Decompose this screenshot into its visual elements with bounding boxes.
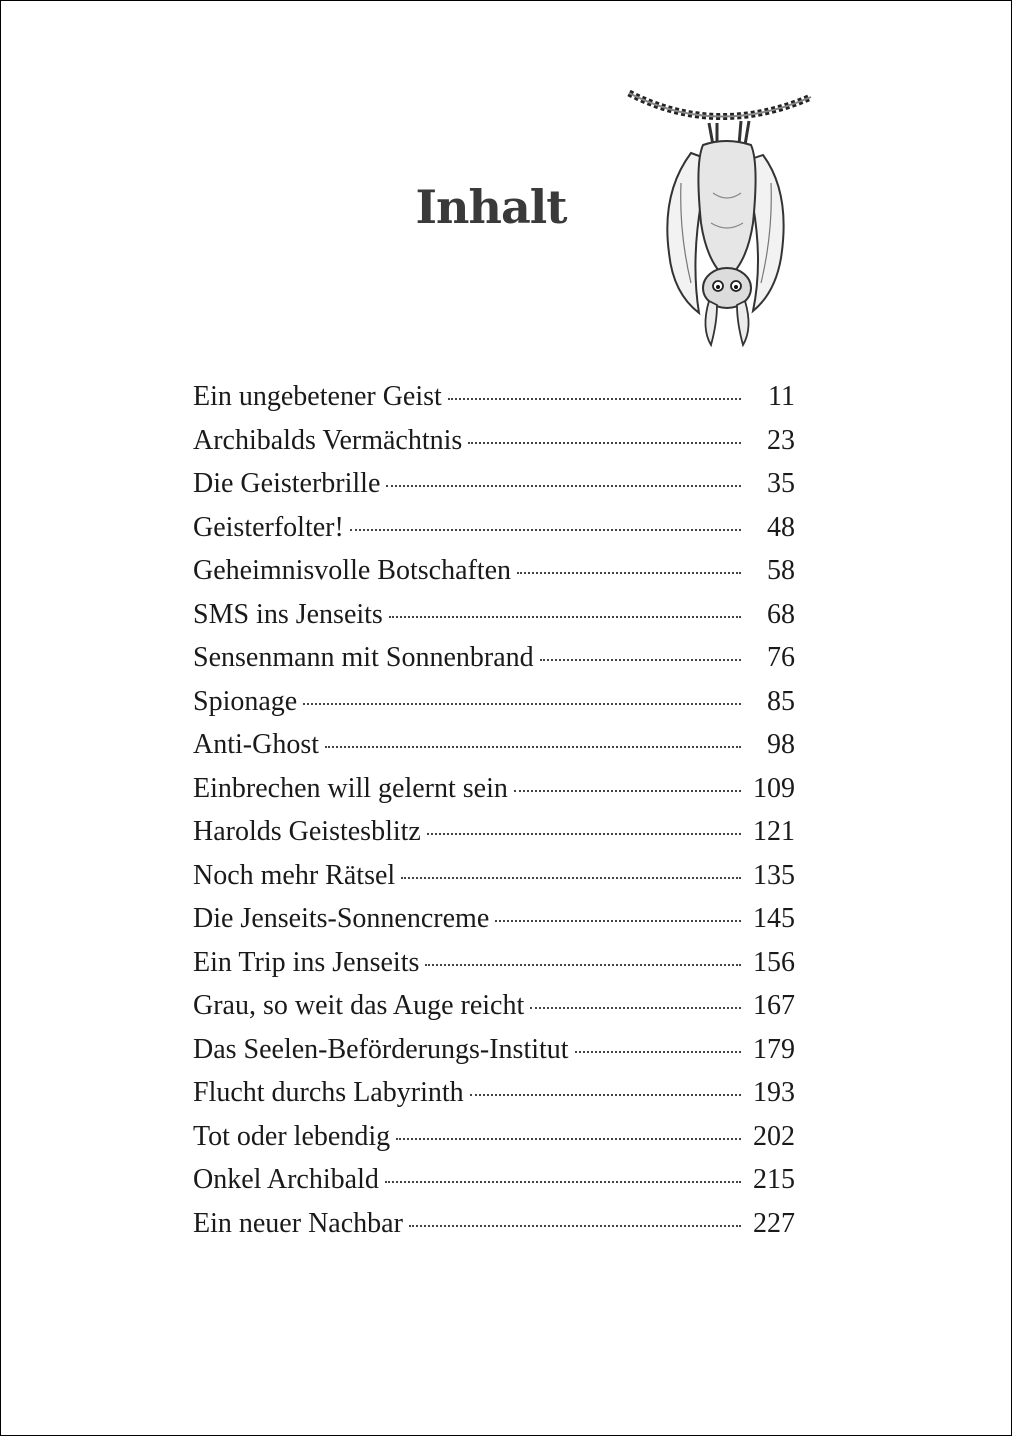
- toc-entry-title: Das Seelen-Beförderungs-Institut: [193, 1033, 569, 1065]
- dot-leader: [575, 1051, 741, 1053]
- toc-entry-title: Flucht durchs Labyrinth: [193, 1077, 464, 1108]
- dot-leader: [350, 529, 741, 531]
- toc-entry-page: 76: [767, 642, 795, 673]
- dot-leader: [517, 572, 741, 574]
- toc-entry-title: Noch mehr Rätsel: [193, 859, 396, 891]
- dot-leader: [325, 746, 741, 748]
- toc-entry-page: 35: [767, 468, 795, 499]
- toc-entry-title: Onkel Archibald: [193, 1164, 379, 1195]
- toc-entry-page: 215: [753, 1164, 795, 1195]
- toc-entry-page: 156: [753, 946, 795, 978]
- toc-entry: [193, 512, 795, 556]
- toc-entry: [193, 555, 795, 599]
- toc-entry-title: Die Geisterbrille: [193, 468, 381, 499]
- toc-entry: [193, 1034, 795, 1078]
- toc-entry-page: 109: [753, 772, 795, 804]
- dot-leader: [427, 833, 741, 835]
- toc-entry-page: 58: [767, 555, 795, 586]
- toc-entry-page: 179: [753, 1033, 795, 1065]
- toc-entry-title: Die Jenseits-Sonnencreme: [193, 903, 490, 934]
- dot-leader: [401, 877, 741, 879]
- toc-entry-page: 145: [753, 903, 795, 934]
- dot-leader: [386, 485, 741, 487]
- toc-entry: [193, 1208, 795, 1252]
- dot-leader: [385, 1181, 741, 1183]
- toc-entry-title: Anti-Ghost: [193, 729, 319, 760]
- dot-leader: [389, 616, 741, 618]
- dot-leader: [448, 398, 741, 400]
- page-title: Inhalt: [415, 179, 567, 234]
- bat-illustration: [621, 83, 831, 363]
- toc-entry: [193, 903, 795, 947]
- toc-entry: [193, 642, 795, 686]
- toc-entry-page: 227: [753, 1207, 795, 1239]
- toc-entry: [193, 1077, 795, 1121]
- toc-entry: [193, 860, 795, 904]
- dot-leader: [514, 790, 741, 792]
- toc-entry: [193, 599, 795, 643]
- toc-entry-title: Archibalds Vermächtnis: [193, 424, 463, 456]
- dot-leader: [303, 703, 741, 705]
- toc-entry-page: 167: [753, 990, 795, 1021]
- toc-entry-title: Ein neuer Nachbar: [193, 1207, 403, 1239]
- toc-entry-title: Ein Trip ins Jenseits: [193, 946, 420, 978]
- table-of-contents: [193, 381, 795, 1251]
- toc-entry-title: Einbrechen will gelernt sein: [193, 772, 508, 804]
- toc-entry: [193, 947, 795, 991]
- dot-leader: [425, 964, 741, 966]
- toc-entry-page: 193: [753, 1077, 795, 1108]
- toc-entry: [193, 468, 795, 512]
- dot-leader: [409, 1225, 741, 1227]
- toc-entry: [193, 381, 795, 425]
- toc-entry: [193, 425, 795, 469]
- toc-entry-title: Geisterfolter!: [193, 511, 344, 543]
- toc-entry-title: Ein ungebetener Geist: [193, 381, 442, 412]
- dot-leader: [540, 659, 741, 661]
- toc-entry-page: 11: [768, 381, 795, 412]
- toc-entry-page: 202: [753, 1120, 795, 1152]
- dot-leader: [470, 1094, 741, 1096]
- toc-entry: [193, 686, 795, 730]
- toc-entry-title: SMS ins Jenseits: [193, 598, 383, 630]
- toc-entry-page: 23: [767, 424, 795, 456]
- toc-entry-title: Sensenmann mit Sonnenbrand: [193, 642, 534, 673]
- toc-entry: [193, 773, 795, 817]
- toc-entry-page: 85: [767, 685, 795, 717]
- toc-entry-title: Spionage: [193, 685, 298, 717]
- toc-entry-page: 121: [753, 816, 795, 847]
- toc-entry: [193, 816, 795, 860]
- dot-leader: [495, 920, 741, 922]
- toc-entry-title: Tot oder lebendig: [193, 1120, 391, 1152]
- toc-entry-page: 68: [767, 598, 795, 630]
- toc-entry-title: Harolds Geistesblitz: [193, 816, 421, 847]
- dot-leader: [530, 1007, 741, 1009]
- toc-entry-page: 48: [767, 511, 795, 543]
- toc-entry: [193, 1121, 795, 1165]
- toc-entry-title: Geheimnisvolle Botschaften: [193, 555, 512, 586]
- toc-entry: [193, 990, 795, 1034]
- dot-leader: [396, 1138, 741, 1140]
- toc-entry-title: Grau, so weit das Auge reicht: [193, 990, 525, 1021]
- toc-entry: [193, 729, 795, 773]
- toc-entry: [193, 1164, 795, 1208]
- toc-entry-page: 135: [753, 859, 795, 891]
- toc-entry-page: 98: [767, 729, 795, 760]
- dot-leader: [468, 442, 741, 444]
